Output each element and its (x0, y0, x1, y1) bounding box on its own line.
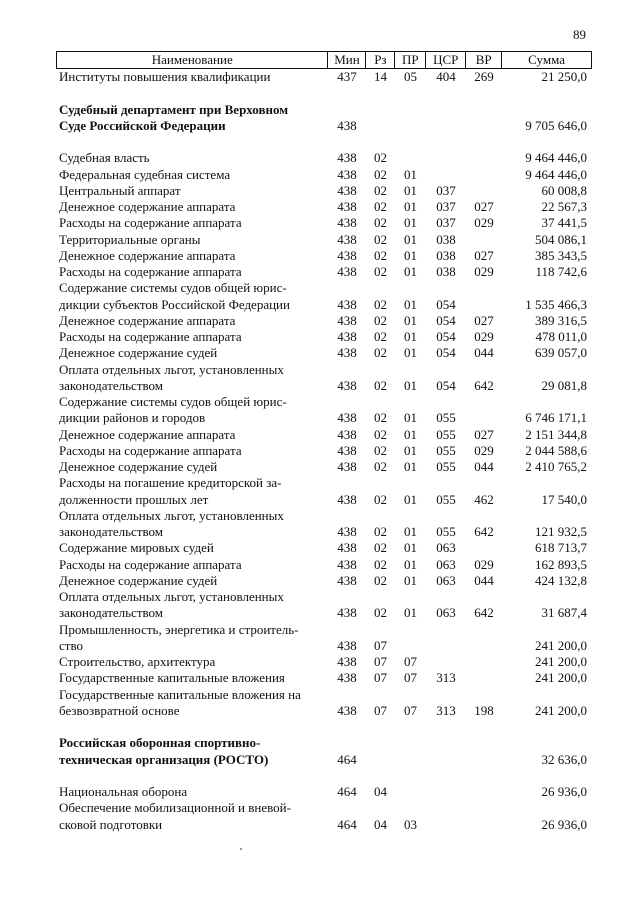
cell-sum: 241 200,0 (535, 637, 587, 653)
cell-min: 438 (337, 410, 357, 426)
cell-pr: 01 (404, 264, 417, 279)
cell-csr: 038 (436, 247, 456, 263)
cell-pr: 01 (404, 182, 417, 198)
cell-sum: 9 464 446,0 (525, 166, 587, 182)
row-name (56, 557, 328, 573)
cell-rz: 02 (374, 231, 387, 247)
cell-rz: 02 (374, 491, 387, 507)
cell-pr: 01 (404, 524, 417, 539)
cell-rz: 07 (374, 654, 387, 669)
cell-vr: 027 (474, 312, 494, 328)
cell-rz: 02 (374, 556, 387, 572)
cell-csr: 063 (436, 556, 456, 572)
cell-rz: 02 (374, 150, 387, 166)
cell-csr: 055 (436, 524, 456, 539)
row-name (56, 427, 328, 443)
cell-min: 438 (337, 312, 357, 328)
cell-rz: 02 (374, 605, 387, 621)
table-row (56, 329, 592, 345)
row-name-line: Оплата отдельных льгот, установленных (59, 589, 284, 604)
row-name (56, 329, 328, 345)
row-name (56, 589, 328, 622)
header-rz: Рз (366, 52, 395, 68)
cell-pr: 01 (404, 572, 417, 588)
cell-min: 438 (337, 377, 357, 393)
cell-sum: 2 410 765,2 (525, 459, 587, 474)
table-row (56, 345, 592, 361)
cell-rz: 07 (374, 637, 387, 653)
table-row (56, 150, 592, 166)
cell-sum: 118 742,6 (535, 264, 587, 279)
table-header (56, 51, 592, 69)
row-name (56, 345, 328, 361)
row-name (56, 670, 328, 686)
row-name-line: Оплата отдельных льгот, установленных (59, 361, 284, 377)
cell-csr: 054 (436, 296, 456, 312)
row-name-line: Содержание мировых судей (59, 540, 214, 556)
cell-rz: 02 (374, 442, 387, 458)
row-name-line: Институты повышения квалификации (59, 69, 271, 84)
cell-pr: 01 (404, 166, 417, 182)
cell-sum: 29 081,8 (541, 377, 587, 393)
row-name (56, 183, 328, 199)
cell-csr: 313 (436, 670, 456, 686)
cell-vr: 029 (474, 556, 494, 572)
cell-sum: 618 713,7 (535, 540, 587, 556)
row-name (56, 232, 328, 248)
header-name: Наименование (57, 52, 328, 68)
row-name-line: Денежное содержание судей (59, 459, 218, 474)
cell-sum: 385 343,5 (535, 247, 587, 263)
header-min: Мин (328, 52, 366, 68)
scan-speck (240, 848, 242, 850)
row-name-line: Денежное содержание аппарата (59, 426, 236, 442)
cell-min: 438 (337, 150, 357, 166)
cell-pr: 05 (404, 69, 417, 84)
cell-pr: 01 (404, 605, 417, 621)
cell-pr: 01 (404, 231, 417, 247)
row-name (56, 102, 328, 135)
cell-sum: 37 441,5 (541, 215, 587, 231)
cell-rz: 02 (374, 182, 387, 198)
cell-min: 438 (337, 264, 357, 279)
cell-sum: 121 932,5 (535, 524, 587, 539)
cell-vr: 029 (474, 215, 494, 231)
cell-pr: 01 (404, 199, 417, 214)
cell-csr: 037 (436, 215, 456, 231)
row-name-line: Денежное содержание судей (59, 345, 218, 361)
row-name-line: Расходы на погашение кредиторской за- (59, 475, 282, 491)
table-row (56, 687, 592, 720)
row-name-line: Расходы на содержание аппарата (59, 264, 242, 279)
row-name-line: Судебный департамент при Верховном (59, 101, 289, 117)
row-name-line: Национальная оборона (59, 784, 188, 799)
row-name (56, 264, 328, 280)
cell-min: 438 (337, 491, 357, 507)
cell-min: 438 (337, 345, 357, 361)
row-name-line: Расходы на содержание аппарата (59, 442, 242, 458)
cell-min: 438 (337, 605, 357, 621)
cell-sum: 241 200,0 (535, 670, 587, 686)
cell-pr: 03 (404, 816, 417, 832)
row-name-line: Федеральная судебная система (59, 166, 231, 182)
cell-csr: 055 (436, 410, 456, 426)
cell-rz: 02 (374, 247, 387, 263)
row-spacer (56, 85, 592, 101)
table-row (56, 69, 592, 85)
table-row (56, 313, 592, 329)
cell-rz: 02 (374, 166, 387, 182)
row-name-line: Содержание системы судов общей юрис- (59, 394, 287, 409)
row-name-line: законодательством (59, 524, 164, 539)
table-row (56, 248, 592, 264)
cell-min: 438 (337, 296, 357, 312)
row-name-line: Денежное содержание аппарата (59, 247, 236, 263)
cell-sum: 1 535 466,3 (525, 296, 587, 312)
row-name-line: Денежное содержание судей (59, 572, 218, 588)
row-name (56, 573, 328, 589)
row-name-line: Государственные капитальные вложения на (59, 686, 301, 702)
cell-csr: 063 (436, 605, 456, 621)
cell-min: 438 (337, 702, 357, 718)
row-name-line: Строительство, архитектура (59, 654, 216, 669)
table-row (56, 443, 592, 459)
row-name (56, 735, 328, 768)
table-row (56, 199, 592, 215)
row-name-line: Расходы на содержание аппарата (59, 215, 242, 231)
cell-csr: 313 (436, 702, 456, 718)
cell-pr: 01 (404, 329, 417, 344)
row-name-line: законодательством (59, 605, 164, 621)
cell-pr: 07 (404, 702, 417, 718)
cell-pr: 01 (404, 426, 417, 442)
cell-min: 438 (337, 540, 357, 556)
cell-sum: 478 011,0 (535, 329, 587, 344)
cell-vr: 269 (474, 69, 494, 84)
row-name-line: Судебная власть (59, 150, 150, 166)
row-name-line: Расходы на содержание аппарата (59, 329, 242, 344)
cell-sum: 389 316,5 (535, 312, 587, 328)
row-name (56, 167, 328, 183)
cell-rz: 14 (374, 69, 387, 84)
cell-vr: 029 (474, 329, 494, 344)
row-name-line: Российская оборонная спортивно- (59, 735, 261, 751)
cell-sum: 241 200,0 (535, 702, 587, 718)
row-name-line: ство (59, 637, 84, 653)
row-name-line: техническая организация (РОСТО) (59, 751, 269, 767)
table-row (56, 215, 592, 231)
cell-rz: 02 (374, 377, 387, 393)
cell-vr: 044 (474, 459, 494, 474)
row-name-line: безвозвратной основе (59, 702, 180, 718)
row-name (56, 362, 328, 395)
row-name (56, 784, 328, 800)
table-row (56, 622, 592, 655)
cell-sum: 2 044 588,6 (525, 442, 587, 458)
cell-pr: 01 (404, 442, 417, 458)
cell-pr: 01 (404, 345, 417, 361)
cell-csr: 054 (436, 329, 456, 344)
row-name-line: сковой подготовки (59, 816, 163, 832)
cell-vr: 044 (474, 345, 494, 361)
cell-rz: 02 (374, 459, 387, 474)
row-name (56, 459, 328, 475)
cell-min: 438 (337, 117, 357, 133)
cell-vr: 027 (474, 199, 494, 214)
cell-rz: 02 (374, 215, 387, 231)
cell-csr: 037 (436, 182, 456, 198)
cell-pr: 01 (404, 296, 417, 312)
cell-sum: 60 008,8 (541, 182, 587, 198)
cell-csr: 037 (436, 199, 456, 214)
table-row (56, 557, 592, 573)
cell-csr: 055 (436, 459, 456, 474)
cell-csr: 055 (436, 426, 456, 442)
header-pr: ПР (395, 52, 426, 68)
cell-sum: 9 464 446,0 (525, 150, 587, 166)
table-row (56, 589, 592, 622)
row-name-line: Центральный аппарат (59, 182, 181, 198)
cell-pr: 01 (404, 491, 417, 507)
cell-vr: 198 (474, 702, 494, 718)
cell-sum: 241 200,0 (535, 654, 587, 669)
cell-rz: 02 (374, 199, 387, 214)
cell-sum: 17 540,0 (541, 491, 587, 507)
cell-sum: 26 936,0 (541, 784, 587, 799)
header-vr: ВР (466, 52, 502, 68)
row-name-line: Суде Российской Федерации (59, 117, 226, 133)
row-name (56, 443, 328, 459)
row-name (56, 687, 328, 720)
cell-sum: 31 687,4 (541, 605, 587, 621)
table-row (56, 654, 592, 670)
cell-rz: 02 (374, 329, 387, 344)
cell-min: 438 (337, 524, 357, 539)
cell-sum: 9 705 646,0 (525, 117, 587, 133)
table-row (56, 167, 592, 183)
cell-sum: 6 746 171,1 (525, 410, 587, 426)
cell-min: 438 (337, 670, 357, 686)
cell-min: 438 (337, 572, 357, 588)
cell-rz: 04 (374, 816, 387, 832)
row-spacer (56, 719, 592, 735)
cell-csr: 404 (436, 69, 456, 84)
cell-rz: 02 (374, 264, 387, 279)
cell-vr: 027 (474, 426, 494, 442)
cell-min: 438 (337, 182, 357, 198)
cell-pr: 01 (404, 247, 417, 263)
row-name (56, 622, 328, 655)
row-name-line: Денежное содержание аппарата (59, 199, 236, 214)
row-name-line: законодательством (59, 377, 164, 393)
cell-rz: 02 (374, 524, 387, 539)
row-name-line: Содержание системы судов общей юрис- (59, 280, 287, 296)
cell-csr: 055 (436, 442, 456, 458)
table-row (56, 183, 592, 199)
table-row (56, 280, 592, 313)
cell-sum: 22 567,3 (541, 199, 587, 214)
cell-pr: 01 (404, 540, 417, 556)
cell-min: 438 (337, 329, 357, 344)
table-row (56, 670, 592, 686)
row-name-line: долженности прошлых лет (59, 491, 209, 507)
cell-vr: 642 (474, 524, 494, 539)
table-row (56, 540, 592, 556)
cell-sum: 21 250,0 (541, 69, 587, 84)
section-header-row (56, 102, 592, 135)
cell-vr: 044 (474, 572, 494, 588)
header-sum: Сумма (502, 52, 592, 68)
cell-rz: 02 (374, 426, 387, 442)
cell-rz: 02 (374, 296, 387, 312)
cell-pr: 07 (404, 670, 417, 686)
cell-min: 464 (337, 784, 357, 799)
cell-rz: 02 (374, 540, 387, 556)
cell-csr: 054 (436, 345, 456, 361)
row-name-line: Расходы на содержание аппарата (59, 556, 242, 572)
row-name-line: Территориальные органы (59, 231, 201, 247)
cell-rz: 02 (374, 312, 387, 328)
cell-csr: 038 (436, 264, 456, 279)
cell-sum: 32 636,0 (541, 751, 587, 767)
cell-rz: 07 (374, 702, 387, 718)
row-spacer (56, 134, 592, 150)
cell-pr: 01 (404, 459, 417, 474)
table-row (56, 427, 592, 443)
cell-pr: 07 (404, 654, 417, 669)
cell-csr: 063 (436, 540, 456, 556)
cell-sum: 162 893,5 (535, 556, 587, 572)
cell-min: 438 (337, 199, 357, 214)
cell-pr: 01 (404, 377, 417, 393)
row-name (56, 248, 328, 264)
row-name (56, 540, 328, 556)
section-header-row (56, 735, 592, 768)
row-name-line: дикции районов и городов (59, 410, 206, 426)
cell-sum: 2 151 344,8 (525, 426, 587, 442)
cell-min: 438 (337, 166, 357, 182)
table-row (56, 232, 592, 248)
cell-pr: 01 (404, 312, 417, 328)
cell-sum: 424 132,8 (535, 572, 587, 588)
cell-rz: 02 (374, 345, 387, 361)
cell-csr: 055 (436, 491, 456, 507)
table-row (56, 362, 592, 395)
row-name-line: Оплата отдельных льгот, установленных (59, 507, 284, 523)
row-name-line: дикции субъектов Российской Федерации (59, 296, 290, 312)
table-row (56, 800, 592, 833)
row-name-line: Обеспечение мобилизационной и вневой- (59, 800, 291, 816)
cell-sum: 639 057,0 (535, 345, 587, 361)
table-row (56, 508, 592, 541)
row-name (56, 313, 328, 329)
row-name (56, 800, 328, 833)
table-row (56, 475, 592, 508)
cell-pr: 01 (404, 215, 417, 231)
page-number: 89 (573, 27, 586, 42)
row-name (56, 150, 328, 166)
row-name-line: Денежное содержание аппарата (59, 312, 236, 328)
cell-min: 438 (337, 231, 357, 247)
cell-sum: 26 936,0 (541, 816, 587, 832)
row-name (56, 654, 328, 670)
cell-rz: 07 (374, 670, 387, 686)
row-name (56, 394, 328, 427)
cell-min: 438 (337, 247, 357, 263)
table-row (56, 784, 592, 800)
cell-pr: 01 (404, 410, 417, 426)
row-spacer (56, 768, 592, 784)
cell-vr: 029 (474, 442, 494, 458)
cell-csr: 054 (436, 377, 456, 393)
table-body (56, 69, 592, 833)
cell-vr: 642 (474, 377, 494, 393)
row-name (56, 475, 328, 508)
cell-min: 438 (337, 215, 357, 231)
cell-rz: 02 (374, 410, 387, 426)
cell-vr: 029 (474, 264, 494, 279)
cell-min: 464 (337, 751, 357, 767)
cell-vr: 642 (474, 605, 494, 621)
cell-vr: 462 (474, 491, 494, 507)
row-name (56, 199, 328, 215)
cell-min: 438 (337, 556, 357, 572)
row-name (56, 215, 328, 231)
row-name (56, 508, 328, 541)
cell-min: 438 (337, 426, 357, 442)
row-name (56, 280, 328, 313)
cell-min: 438 (337, 442, 357, 458)
cell-min: 464 (337, 816, 357, 832)
cell-csr: 054 (436, 312, 456, 328)
budget-table (56, 51, 592, 833)
cell-min: 437 (337, 69, 357, 84)
row-name (56, 69, 328, 85)
row-name-line: Промышленность, энергетика и строитель- (59, 621, 299, 637)
cell-min: 438 (337, 637, 357, 653)
cell-min: 438 (337, 459, 357, 474)
cell-csr: 063 (436, 572, 456, 588)
cell-csr: 038 (436, 231, 456, 247)
cell-rz: 02 (374, 572, 387, 588)
cell-rz: 04 (374, 784, 387, 799)
cell-vr: 027 (474, 247, 494, 263)
table-row (56, 573, 592, 589)
table-row (56, 459, 592, 475)
cell-pr: 01 (404, 556, 417, 572)
table-row (56, 264, 592, 280)
header-csr: ЦСР (426, 52, 466, 68)
row-name-line: Государственные капитальные вложения (59, 670, 285, 686)
cell-sum: 504 086,1 (535, 231, 587, 247)
cell-min: 438 (337, 654, 357, 669)
table-row (56, 394, 592, 427)
